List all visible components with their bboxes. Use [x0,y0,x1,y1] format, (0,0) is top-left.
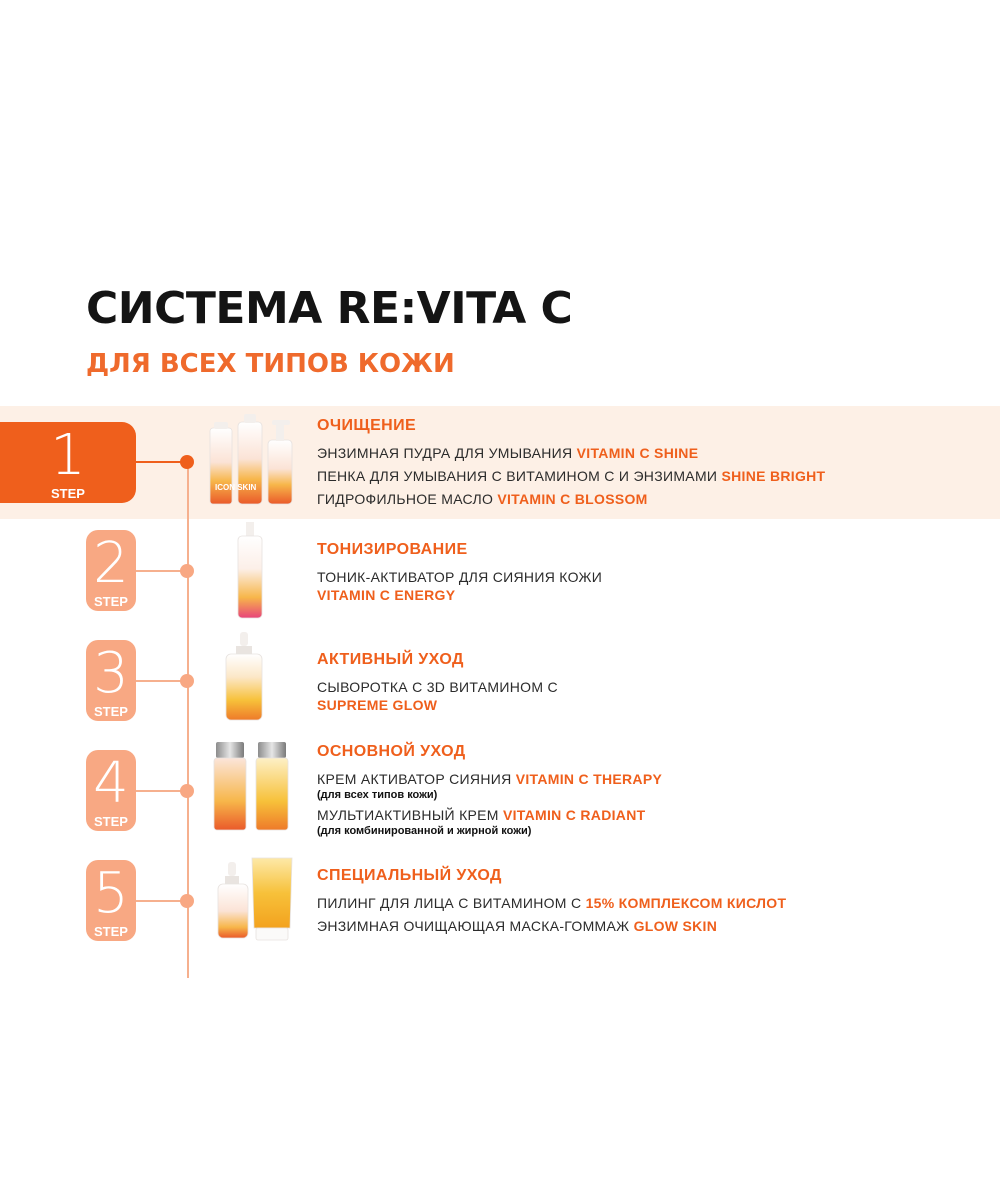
step-badge [86,640,136,721]
product-highlight: VITAMIN C SHINE [576,445,699,461]
product-highlight: SUPREME GLOW [317,697,438,713]
product-line [317,678,558,696]
product-line [317,465,825,488]
product-highlight: 15% КОМПЛЕКСОМ КИСЛОТ [585,895,787,911]
skin-type-note: (для комбинированной и жирной кожи) [317,825,532,837]
step-text [317,416,825,511]
product-line [317,442,825,465]
step-heading: ТОНИЗИРОВАНИЕ [317,541,468,558]
product-name: ПИЛИНГ ДЛЯ ЛИЦА С ВИТАМИНОМ С [317,895,586,911]
step-dot [180,455,194,469]
step-label: STEP [94,924,128,939]
product-line [317,770,662,788]
product-line [317,892,786,915]
skin-type-note: (для всех типов кожи) [317,789,438,801]
product-name: МУЛЬТИАКТИВНЫЙ КРЕМ [317,807,503,823]
step-dot [180,894,194,908]
cleansing-products-image [206,414,298,509]
serum-product-image [222,632,266,722]
step-4 [0,743,1000,850]
step-text [317,742,662,842]
step-heading: СПЕЦИАЛЬНЫЙ УХОД [317,867,502,884]
product-name: ПЕНКА ДЛЯ УМЫВАНИЯ С ВИТАМИНОМ С И ЭНЗИМАМИ [317,468,722,484]
product-group [232,522,268,625]
product-line [317,488,825,511]
product-name: КРЕМ АКТИВАТОР СИЯНИЯ [317,771,516,787]
step-heading: ОЧИЩЕНИЕ [317,417,417,434]
step-number: 4 [93,751,129,816]
product-highlight: GLOW SKIN [633,918,718,934]
step-number: 3 [93,641,129,706]
step-1 [0,406,1000,519]
step-label: STEP [51,486,85,501]
step-number: 1 [50,423,86,488]
product-line [317,806,662,824]
step-number: 2 [93,531,129,596]
step-2 [0,530,1000,630]
step-dot [180,564,194,578]
step-5 [0,860,1000,960]
step-dot [180,784,194,798]
step-badge [86,860,136,941]
step-connector [136,900,186,902]
product-name: ГИДРОФИЛЬНОЕ МАСЛО [317,491,498,507]
product-line [317,586,602,604]
product-group [210,742,294,837]
step-connector [136,790,186,792]
special-care-products-image [216,856,296,942]
product-highlight: VITAMIN C THERAPY [515,771,663,787]
product-line [317,696,558,714]
step-text [317,650,558,714]
product-group [216,856,296,947]
step-connector [136,570,186,572]
product-name: ТОНИК-АКТИВАТОР ДЛЯ СИЯНИЯ КОЖИ [317,569,603,585]
step-connector [136,461,186,463]
step-label: STEP [94,814,128,829]
product-highlight: SHINE BRIGHT [721,468,826,484]
toner-product-image [232,522,268,620]
product-group [222,632,266,727]
step-badge [86,750,136,831]
step-badge [0,422,136,503]
product-name: ЭНЗИМНАЯ ОЧИЩАЮЩАЯ МАСКА-ГОММАЖ [317,918,634,934]
page-title: СИСТЕМА RE:VITA C [86,283,573,334]
step-text [317,540,602,604]
product-name: СЫВОРОТКА С 3D ВИТАМИНОМ С [317,679,558,695]
step-text [317,866,786,938]
page-subtitle: ДЛЯ ВСЕХ ТИПОВ КОЖИ [86,349,455,379]
step-heading: АКТИВНЫЙ УХОД [317,651,464,668]
cream-products-image [210,742,294,832]
step-number: 5 [93,861,129,926]
product-highlight: VITAMIN C BLOSSOM [497,491,648,507]
brand-mark: ICON SKIN [215,483,257,492]
product-line [317,568,602,586]
step-badge [86,530,136,611]
step-heading: ОСНОВНОЙ УХОД [317,743,466,760]
step-connector [136,680,186,682]
product-highlight: VITAMIN C ENERGY [317,587,456,603]
step-3 [0,640,1000,740]
step-label: STEP [94,704,128,719]
product-highlight: VITAMIN C RADIANT [502,807,646,823]
step-dot [180,674,194,688]
product-line [317,915,786,938]
product-name: ЭНЗИМНАЯ ПУДРА ДЛЯ УМЫВАНИЯ [317,445,577,461]
product-group [206,414,298,514]
step-label: STEP [94,594,128,609]
